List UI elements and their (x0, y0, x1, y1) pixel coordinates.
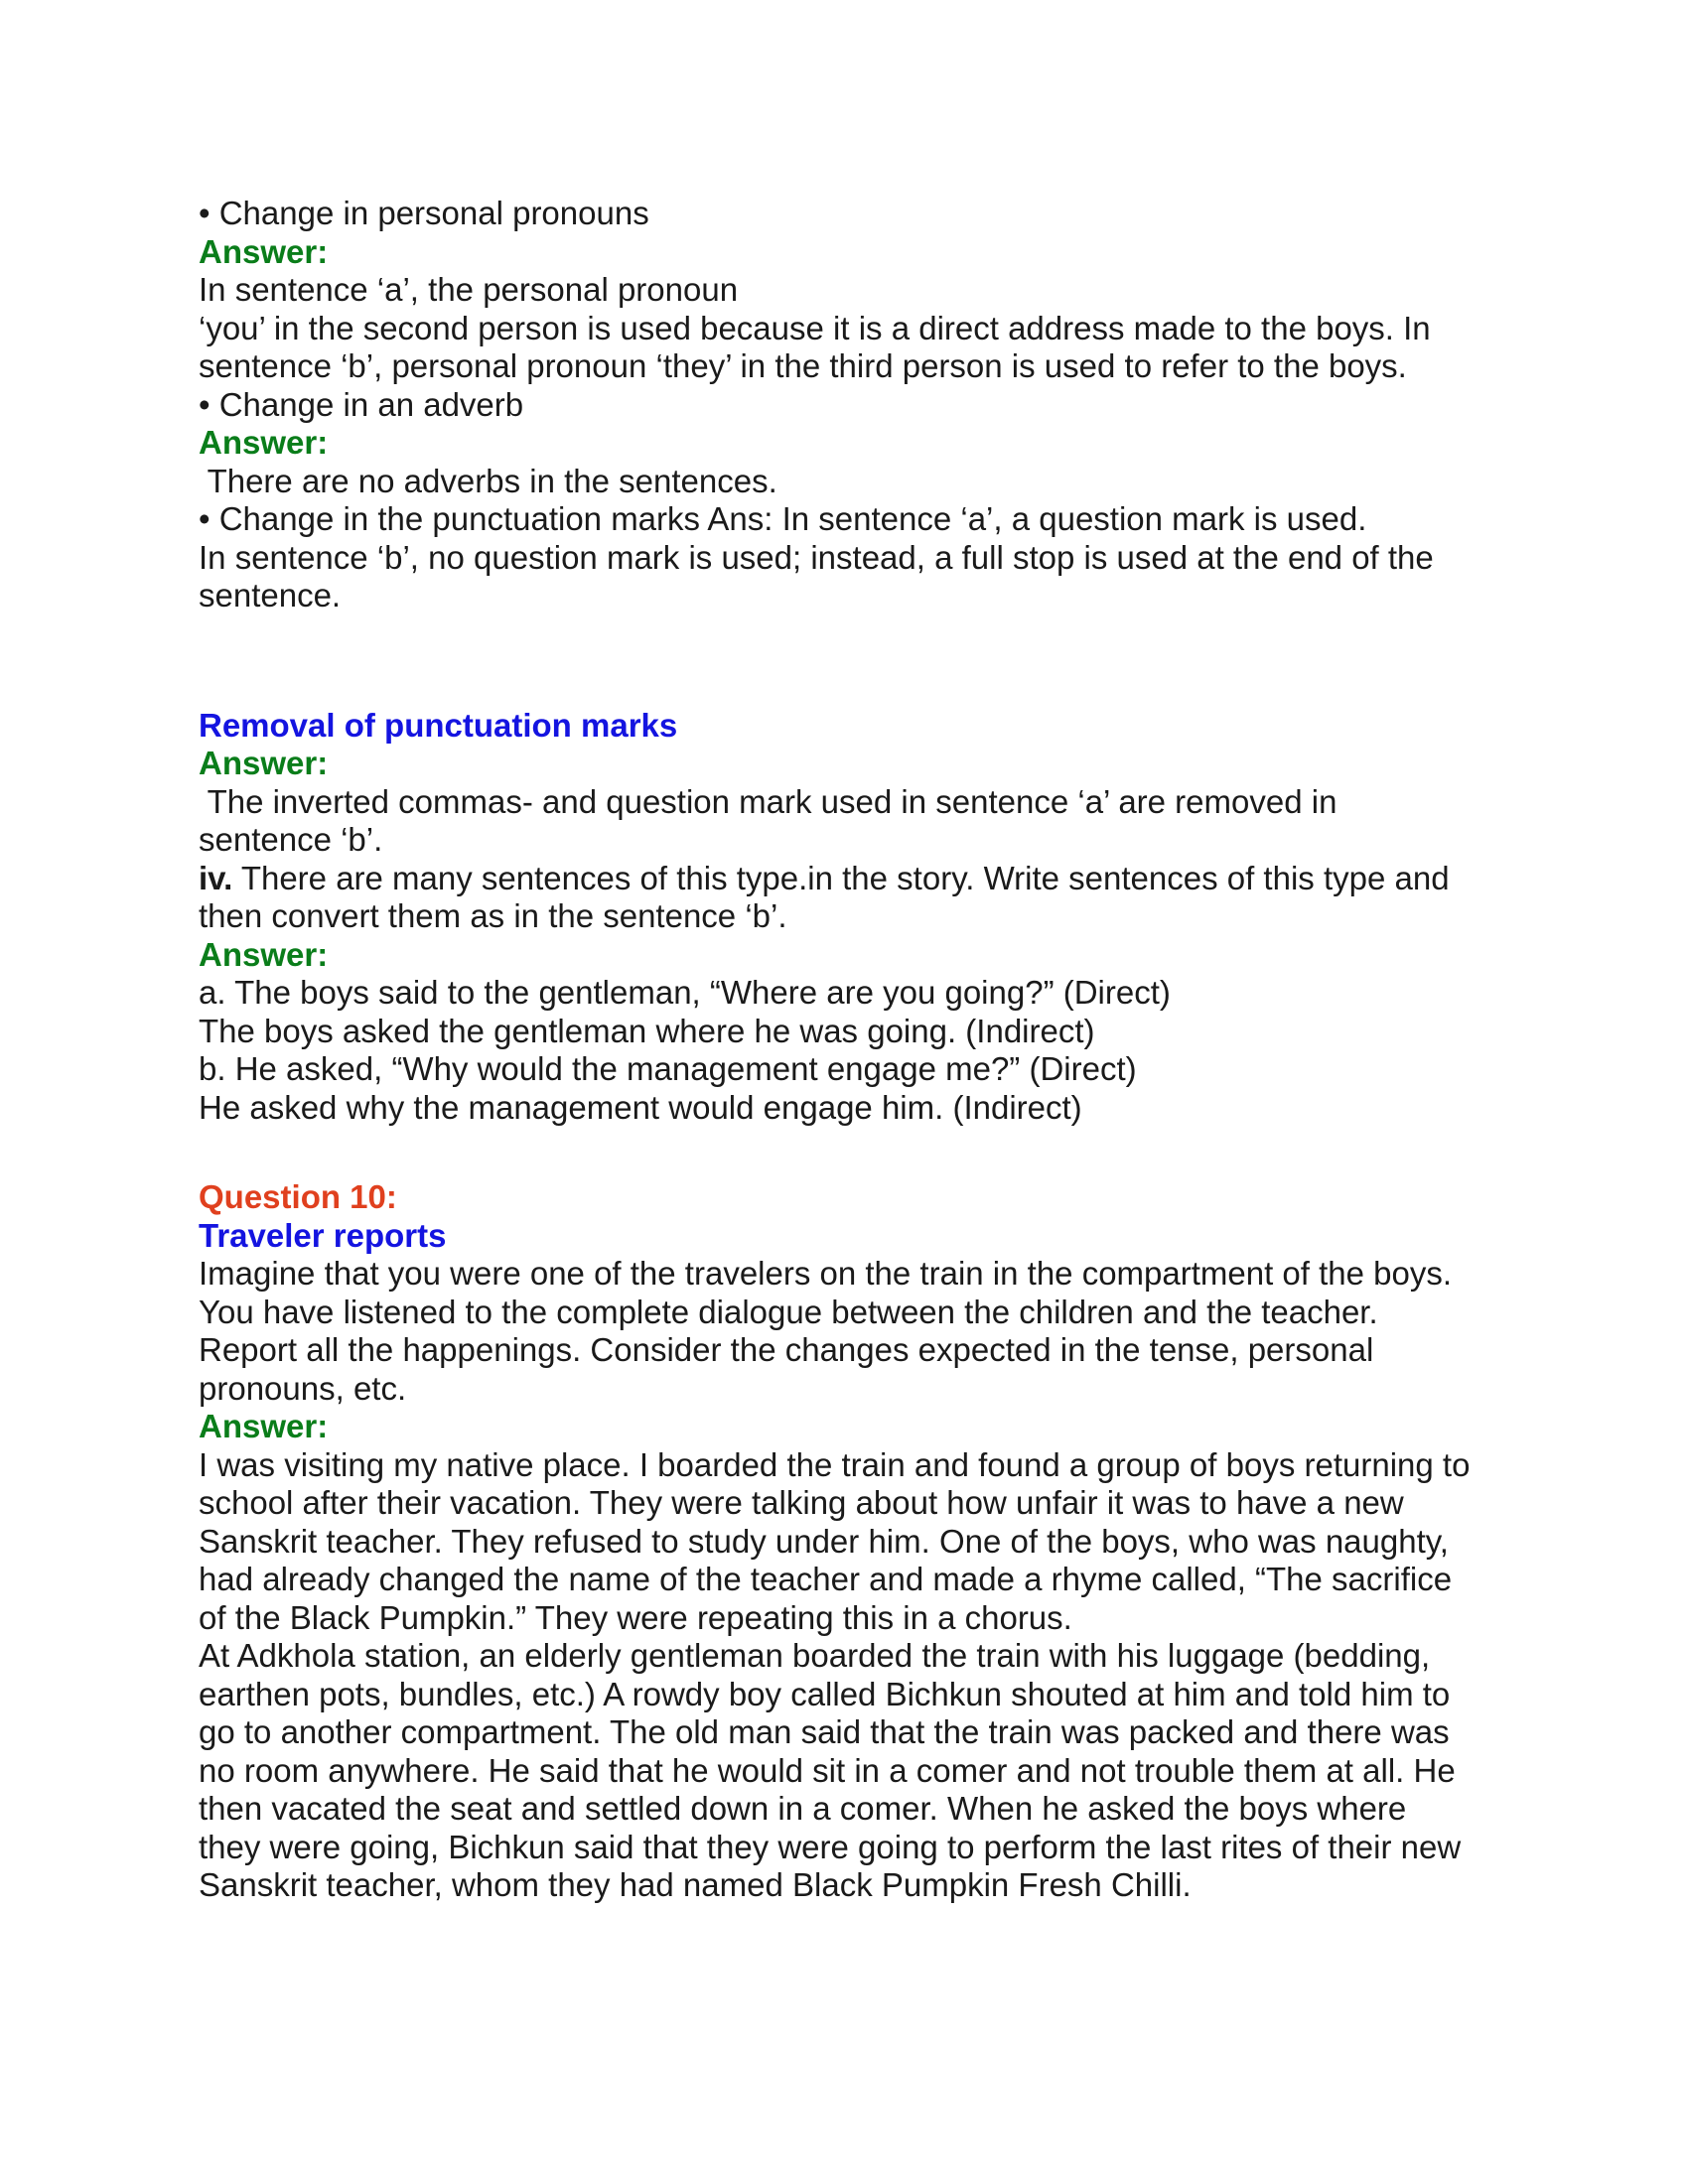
section-pronouns-adverbs (199, 195, 1499, 615)
text-line: He asked why the management would engage him. (Indirect) (199, 1088, 1082, 1126)
text-line: I was visiting my native place. I boarded the train and found a group of boys returning to (199, 1445, 1471, 1483)
text-line: had already changed the name of the teacher and made a rhyme called, “The sacrifice (199, 1561, 1453, 1597)
text-line: ‘you’ in the second person is used because it is a direct address made to the boys. In (199, 309, 1431, 346)
answer-label: Answer: (199, 424, 329, 461)
item-label: iv. (199, 859, 233, 896)
text-line: then vacated the seat and settled down in a comer. When he asked the boys where (199, 1790, 1407, 1827)
section-heading: Removal of punctuation marks (199, 706, 678, 744)
text-line: Report all the happenings. Consider the changes expected in the tense, personal (199, 1331, 1374, 1368)
answer-label: Answer: (199, 935, 329, 973)
question-text: There are many sentences of this type.in the story. Write sentences of this type and (232, 859, 1450, 896)
text-line: school after their vacation. They were talking about how unfair it was to have a new (199, 1484, 1404, 1521)
section-heading: Traveler reports (199, 1216, 447, 1254)
text-line: then convert them as in the sentence ‘b’. (199, 897, 787, 934)
text-line: a. The boys said to the gentleman, “Where are you going?” (Direct) (199, 974, 1171, 1011)
text-line: b. He asked, “Why would the management engage me?” (Direct) (199, 1050, 1137, 1087)
text-line: At Adkhola station, an elderly gentleman boarded the train with his luggage (bedding, (199, 1637, 1431, 1674)
section-removal-of-punctuation (199, 707, 1499, 1128)
answer-label: Answer: (199, 1408, 329, 1444)
answer-label: Answer: (199, 745, 329, 781)
bullet-punctuation: • Change in the punctuation marks Ans: In sentence ‘a’, a question mark is used. (199, 500, 1367, 537)
spacer (199, 615, 1499, 707)
bullet-adverb: • Change in an adverb (199, 385, 524, 423)
text-line: go to another compartment. The old man said that the train was packed and there was (199, 1713, 1450, 1750)
text-line: pronouns, etc. (199, 1369, 407, 1407)
bullet-personal-pronouns: • Change in personal pronouns (199, 195, 649, 231)
text-line: In sentence ‘a’, the personal pronoun (199, 271, 739, 308)
text-line: Sanskrit teacher. They refused to study under him. One of the boys, who was naughty, (199, 1522, 1449, 1560)
text-line: sentence ‘b’. (199, 821, 383, 858)
question-heading: Question 10: (199, 1178, 397, 1215)
text-line: The boys asked the gentleman where he was going. (Indirect) (199, 1012, 1095, 1049)
text-line: of the Black Pumpkin.” They were repeating this in a chorus. (199, 1598, 1072, 1636)
text-line: sentence ‘b’, personal pronoun ‘they’ in the third person is used to refer to the boys. (199, 347, 1407, 384)
text-line: they were going, Bichkun said that they were going to perform the last rites of their new (199, 1828, 1462, 1865)
question-iv (199, 860, 1499, 898)
section-question-10 (199, 1178, 1499, 1905)
document-page (199, 195, 1499, 1905)
spacer (199, 1127, 1499, 1178)
text-line: In sentence ‘b’, no question mark is used; instead, a full stop is used at the end of the (199, 538, 1434, 576)
text-line: Imagine that you were one of the travelers on the train in the compartment of the boys. (199, 1255, 1453, 1292)
answer-label: Answer: (199, 232, 329, 270)
text-line: You have listened to the complete dialogue between the children and the teacher. (199, 1293, 1378, 1330)
text-line: sentence. (199, 577, 342, 614)
text-line: earthen pots, bundles, etc.) A rowdy boy called Bichkun shouted at him and told him to (199, 1675, 1451, 1712)
text-line: There are no adverbs in the sentences. (199, 462, 777, 499)
text-line: no room anywhere. He said that he would sit in a comer and not trouble them at all. He (199, 1751, 1456, 1789)
text-line: The inverted commas- and question mark used in sentence ‘a’ are removed in (199, 782, 1337, 820)
text-line: Sanskrit teacher, whom they had named Black Pumpkin Fresh Chilli. (199, 1866, 1192, 1903)
